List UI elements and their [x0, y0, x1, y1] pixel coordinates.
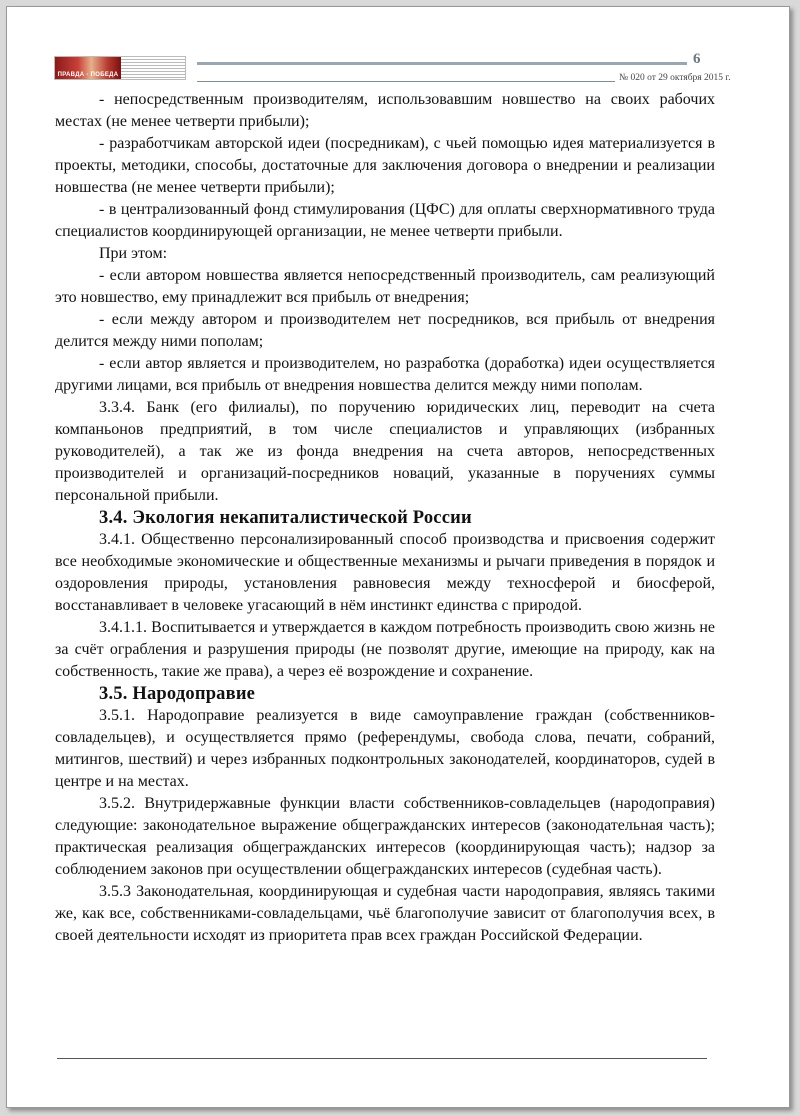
paragraph: 3.3.4. Банк (его филиалы), по поручению юридических лиц, переводит на счета компаньонов предприятий, в том числе специалистов и управляющих (избранных руководителей), а так же из фонда внедрения на счета авторов, непосредственных производителей и организаций-посредников новаций, указанные в поручениях суммы персональной прибыли. — [55, 399, 715, 504]
document-body — [55, 89, 715, 947]
paragraph: - разработчикам авторской идеи (посредникам), с чьей помощью идея материализуется в проекты, методики, способы, достаточные для заключения договора о внедрении и реализации новшества (не менее четверти прибыли); — [55, 135, 715, 196]
section-heading: 3.4. Экология некапиталистической России — [99, 508, 472, 528]
paragraph: - если между автором и производителем нет посредников, вся прибыль от внедрения делится между ними пополам; — [55, 311, 715, 350]
paragraph: 3.4.1. Общественно персонализированный способ производства и присвоения содержит все необходимые экономические и общественные механизмы и рычаги приведения в порядок и оздоровления природы, установления равновесия между техносферой и биосферой, восстанавливает в человеке угасающий в нём инстинкт единства с природой. — [55, 531, 715, 614]
document-page — [6, 6, 790, 1108]
paragraph: - непосредственным производителям, использовавшим новшество на своих рабочих местах (не менее четверти прибыли); — [55, 91, 715, 130]
logo-image — [55, 57, 121, 79]
header-thin-rule — [197, 81, 615, 82]
logo-caption — [121, 57, 185, 79]
paragraph: 3.5.3 Законодательная, координирующая и судебная части народоправия, являясь такими же, как все, собственниками-совладельцами, чьё благополучие зависит от благополучия всех, в своей деятельности исходят из приоритета прав всех граждан Российской Федерации. — [55, 883, 715, 944]
paragraph: - если автор является и производителем, но разработка (доработка) идеи осуществляется другими лицами, вся прибыль от внедрения новшества делится между ними пополам. — [55, 355, 715, 394]
logo-text: ПРАВДА · ПОБЕДА — [57, 72, 119, 78]
paragraph: 3.5.1. Народоправие реализуется в виде самоуправление граждан (собственников-совладельцев), и осуществляется прямо (референдумы, свобода слова, печати, собраний, митингов, шествий) и через избранных подконтрольных законодателей, координаторов, судей в центре и на местах. — [55, 707, 715, 790]
newspaper-logo — [54, 56, 186, 80]
paragraph: При этом: — [99, 245, 168, 262]
page-number: 6 — [693, 51, 701, 67]
issue-info: № 020 от 29 октября 2015 г. — [619, 73, 731, 83]
footer-rule — [57, 1058, 707, 1059]
header-rule — [197, 62, 687, 65]
paragraph: 3.5.2. Внутридержавные функции власти собственников-совладельцев (народоправия) следующие: законодательное выражение общегражданских интересов (законодательная часть); практическая реализация общегражданских интересов (координирующая часть); надзор за соблюдением законов при осуществлении общегражданских интересов (судебная часть). — [55, 795, 715, 878]
paragraph: - если автором новшества является непосредственный производитель, сам реализующий это новшество, ему принадлежит вся прибыль от внедрения; — [55, 267, 715, 306]
section-heading: 3.5. Народоправие — [99, 684, 256, 704]
paragraph: 3.4.1.1. Воспитывается и утверждается в каждом потребность производить свою жизнь не за счёт ограбления и разрушения природы (не позволят другие, имеющие на природу, как на собственность, такие же права), а через её возрождение и сохранение. — [55, 619, 715, 680]
paragraph: - в централизованный фонд стимулирования (ЦФС) для оплаты сверхнормативного труда специалистов координирующей организации, не менее четверти прибыли. — [55, 201, 715, 240]
